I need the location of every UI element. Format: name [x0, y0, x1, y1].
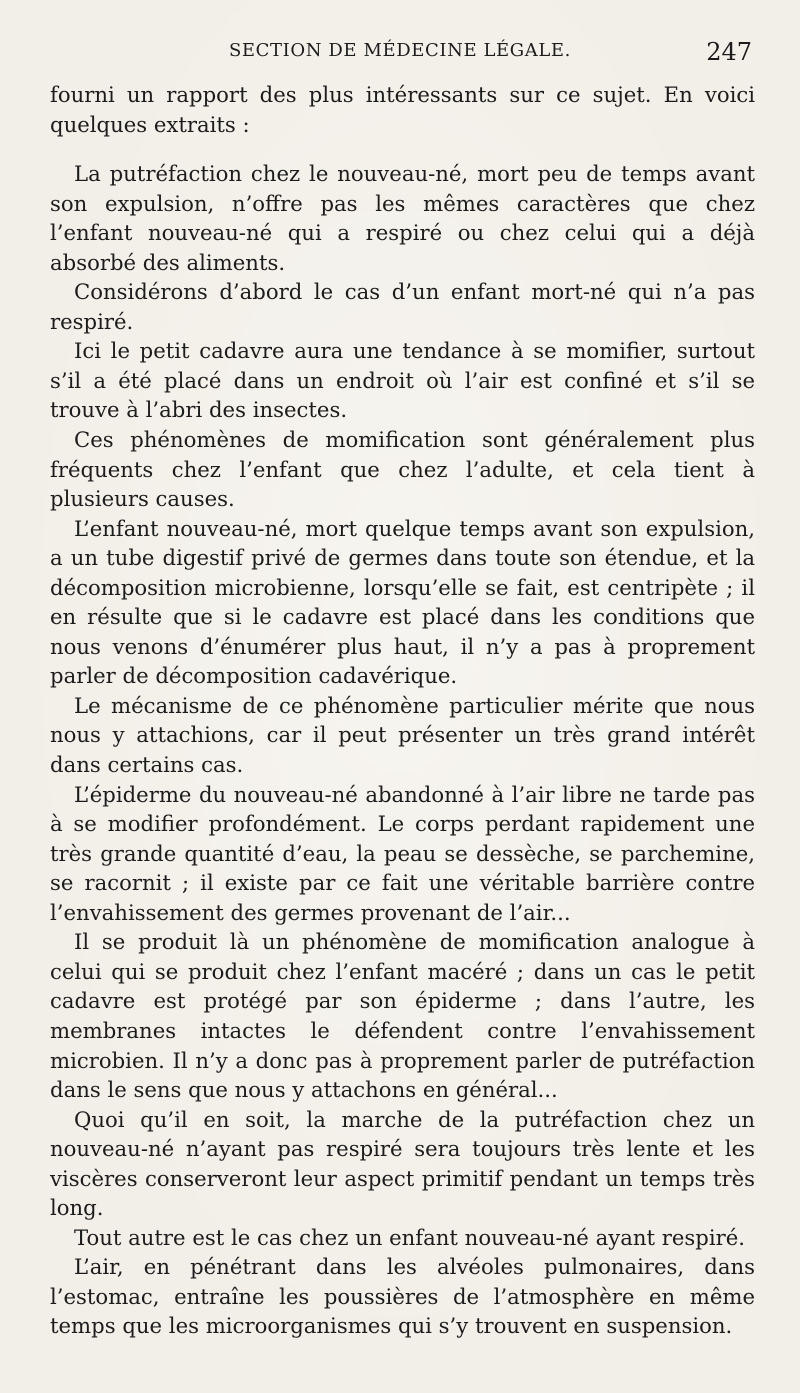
paragraph: Ici le petit cadavre aura une tendance à se momifier, surtout s’il a été placé dans un endroit où l’air est confiné et s’il se trouve à l’abri des insectes.	[50, 338, 755, 423]
paragraph: L’air, en pénétrant dans les alvéoles pulmonaires, dans l’estomac, entraîne les poussières de l’atmosphère en même temps que les microorganismes qui s’y trouvent en suspension.	[50, 1254, 755, 1339]
paragraph: Le mécanisme de ce phénomène particulier mérite que nous nous y attachions, car il peut présenter un très grand intérêt dans certains cas.	[50, 692, 755, 778]
paragraph: La putréfaction chez le nouveau-né, mort peu de temps avant son expulsion, n’offre pas les mêmes caractères que chez l’enfant nouveau-né qui a respiré ou chez celui qui a déjà absorbé des aliments.	[50, 161, 755, 275]
page-number: 247	[706, 38, 752, 66]
body-text	[50, 80, 755, 1341]
paragraph: L’enfant nouveau-né, mort quelque temps avant son expulsion, a un tube digestif privé de germes dans toute son étendue, et la décomposition microbienne, lorsqu’elle se fait, est centripète ; il en résulte que si le cadavre est placé dans les conditions que nous venons d’énumérer plus haut, il n’y a pas à proprement parler de décomposition cadavérique.	[50, 515, 755, 689]
page-header	[0, 38, 800, 68]
paragraph: fourni un rapport des plus intéressants sur ce sujet. En voici quelques extraits :	[50, 82, 755, 137]
paragraph: Tout autre est le cas chez un enfant nouveau-né ayant respiré.	[74, 1224, 745, 1250]
paragraph: Ces phénomènes de momification sont généralement plus fréquents chez l’enfant que chez l’adulte, et cela tient à plusieurs causes.	[50, 427, 755, 512]
paragraph: Considérons d’abord le cas d’un enfant mort-né qui n’a pas respiré.	[50, 279, 755, 334]
paragraph: L’épiderme du nouveau-né abandonné à l’air libre ne tarde pas à se modifier profondément. Le corps perdant rapidement une très grande quantité d’eau, la peau se dessèche, se parchemine, se racornit ; il existe par ce fait une véritable barrière contre l’envahissement des germes provenant de l’air...	[50, 781, 755, 925]
running-title: SECTION DE MÉDECINE LÉGALE.	[228, 40, 571, 61]
paragraph: Il se produit là un phénomène de momification analogue à celui qui se produit chez l’enfant macéré ; dans un cas le petit cadavre est protégé par son épiderme ; dans l’autre, les membranes intactes le défendent contre l’envahissement microbien. Il n’y a donc pas à proprement parler de putréfaction dans le sens que nous y attachons en général...	[50, 929, 755, 1103]
paragraph: Quoi qu’il en soit, la marche de la putréfaction chez un nouveau-né n’ayant pas respiré sera toujours très lente et les viscères conserveront leur aspect primitif pendant un temps très long.	[50, 1106, 755, 1221]
